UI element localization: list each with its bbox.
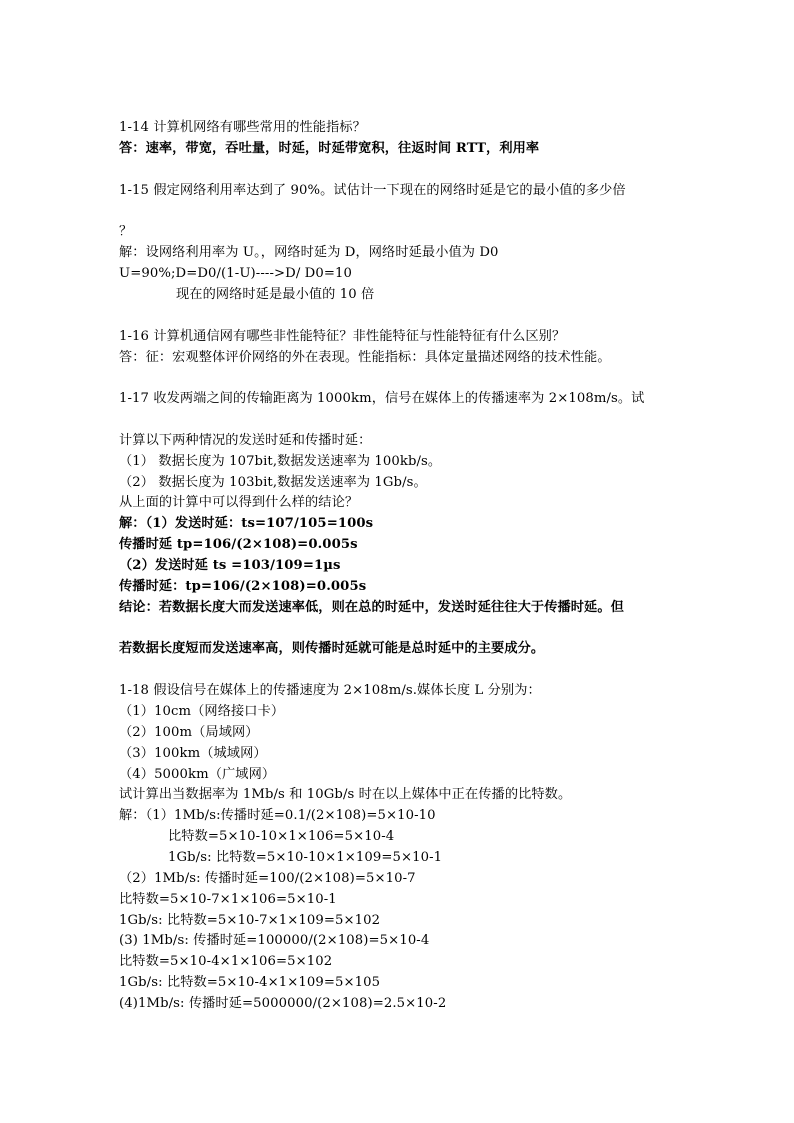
solution-1-18-line-6: 1Gb/s: 比特数=5×10-7×1×109=5×102 (119, 913, 381, 928)
solution-1-15-line-1: 解：设网络利用率为 U。，网络时延为 D，网络时延最小值为 D0 (119, 245, 499, 260)
solution-1-18-line-5: 比特数=5×10-7×1×106=5×10-1 (119, 892, 337, 907)
item-1-18-2: （2）100m（局域网） (119, 725, 259, 740)
solution-1-17-line-1: 解：（1）发送时延：ts=107/105=100s (119, 516, 374, 531)
solution-1-17-line-2: 传播时延 tp=106/(2×108)=0.005s (119, 537, 358, 552)
solution-1-18-line-1: 解：（1）1Mb/s:传播时延=0.1/(2×108)=5×10-10 (119, 808, 436, 823)
question-1-18: 1-18 假设信号在媒体上的传播速度为 2×108m/s.媒体长度 L 分别为： (119, 683, 541, 698)
solution-1-18-line-3: 1Gb/s: 比特数=5×10-10×1×109=5×10-1 (168, 850, 443, 865)
question-1-17-continued: 计算以下两种情况的发送时延和传播时延： (119, 433, 372, 448)
solution-1-18-line-8: 比特数=5×10-4×1×106=5×102 (119, 954, 333, 969)
solution-1-15-line-2: U=90%;D=D0/(1-U)---->D/ D0=10 (119, 266, 352, 281)
question-1-14: 1-14 计算机网络有哪些常用的性能指标？ (119, 120, 366, 135)
answer-1-16: 答：征：宏观整体评价网络的外在表现。性能指标：具体定量描述网络的技术性能。 (119, 350, 611, 365)
solution-1-15-line-3: 现在的网络时延是最小值的 10 倍 (176, 287, 375, 302)
solution-1-18-line-9: 1Gb/s: 比特数=5×10-4×1×109=5×105 (119, 975, 381, 990)
question-1-17: 1-17 收发两端之间的传输距离为 1000km，信号在媒体上的传播速率为 2×108m/s。试 (119, 391, 645, 406)
solution-1-18-line-7: (3) 1Mb/s: 传播时延=100000/(2×108)=5×10-4 (119, 933, 430, 948)
question-1-15-continued: ？ (119, 224, 133, 239)
solution-1-18-line-10: (4)1Mb/s: 传播时延=5000000/(2×108)=2.5×10-2 (119, 996, 447, 1011)
solution-1-17-line-3: （2）发送时延 ts =103/109=1µs (119, 558, 341, 573)
case-1-17-2: （2） 数据长度为 103bit,数据发送速率为 1Gb/s。 (119, 475, 427, 490)
solution-1-17-line-4: 传播时延：tp=106/(2×108)=0.005s (119, 579, 367, 594)
answer-1-14: 答：速率，带宽，吞吐量，时延，时延带宽积，往返时间 RTT，利用率 (119, 141, 540, 156)
item-1-18-3: （3）100km（城域网） (119, 746, 267, 761)
solution-1-18-line-2: 比特数=5×10-10×1×106=5×10-4 (168, 829, 395, 844)
case-1-17-1: （1） 数据长度为 107bit,数据发送速率为 100kb/s。 (119, 454, 442, 469)
task-1-18: 试计算出当数据率为 1Mb/s 和 10Gb/s 时在以上媒体中正在传播的比特数。 (119, 787, 572, 802)
solution-1-18-line-4: （2）1Mb/s: 传播时延=100/(2×108)=5×10-7 (119, 871, 416, 886)
prompt-1-17: 从上面的计算中可以得到什么样的结论？ (119, 495, 359, 510)
conclusion-1-17-continued: 若数据长度短而发送速率高，则传播时延就可能是总时延中的主要成分。 (119, 641, 545, 656)
question-1-15: 1-15 假定网络利用率达到了 90%。试估计一下现在的网络时延是它的最小值的多少倍 (119, 183, 626, 198)
item-1-18-4: （4）5000km（广域网） (119, 767, 276, 782)
conclusion-1-17: 结论：若数据长度大而发送速率低，则在总的时延中，发送时延往往大于传播时延。但 (119, 600, 624, 615)
item-1-18-1: （1）10cm（网络接口卡） (119, 704, 285, 719)
question-1-16: 1-16 计算机通信网有哪些非性能特征？非性能特征与性能特征有什么区别？ (119, 329, 566, 344)
